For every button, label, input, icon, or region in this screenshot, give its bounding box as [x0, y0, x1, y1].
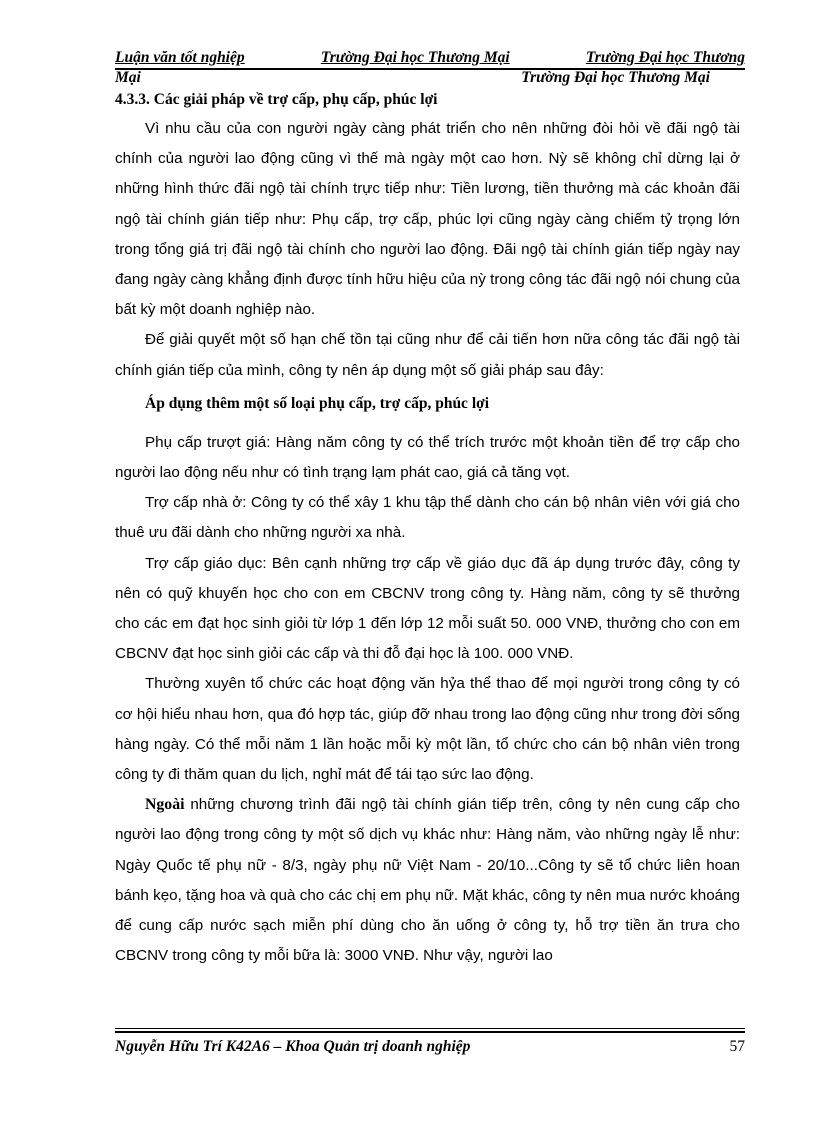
- header-line2-left: Mại: [115, 69, 141, 86]
- footer-divider-thick: [115, 1031, 745, 1033]
- paragraph-4: Trợ cấp nhà ở: Công ty có thể xây 1 khu tập thể dành cho cán bộ nhân viên với giá cho thuê ưu đãi dành cho những người xa nhà.: [115, 494, 740, 542]
- paragraph-7-text: những chương trình đãi ngộ tài chính gián tiếp trên, công ty nên cung cấp cho người lao động trong công ty một số dịch vụ khác như: Hàng năm, vào những ngày lễ như: Ngày Quốc tế phụ nữ - 8/3, ngày phụ nữ Việt Nam - 20/10...Công ty sẽ tổ chức liên hoan bánh kẹo, tặng hoa và quà cho các chị em phụ nữ. Mặt khác, công ty nên mua nước khoáng để cung cấp nước sạch miễn phí dùng cho ăn uống ở công ty, hỗ trợ tiền ăn trưa cho CBCNV trong công ty mỗi bữa là: 3000 VNĐ. Như vậy, người lao: [115, 796, 740, 965]
- footer-divider-thin: [115, 1028, 745, 1029]
- footer-author: Nguyễn Hữu Trí K42A6 – Khoa Quản trị doanh nghiệp: [115, 1038, 471, 1055]
- header-right: Trường Đại học Thương: [585, 49, 745, 66]
- header-middle: Trường Đại học Thương Mại: [320, 49, 510, 66]
- paragraph-3: Phụ cấp trượt giá: Hàng năm công ty có thể trích trước một khoản tiền để trợ cấp cho người lao động nếu như có tình trạng lạm phát cao, giá cả tăng vọt.: [115, 433, 740, 482]
- header-left: Luận văn tốt nghiệp: [115, 49, 245, 66]
- header-line-1: [115, 48, 745, 68]
- header-line2-right: Trường Đại học Thương Mại: [521, 69, 710, 86]
- paragraph-5: Trợ cấp giáo dục: Bên cạnh những trợ cấp về giáo dục đã áp dụng trước đây, công ty nên có quỹ khuyến học cho con em CBCNV trong công ty. Hàng năm, công ty sẽ thưởng cho các em đạt học sinh giỏi từ lớp 1 đến lớp 12 mỗi suất 50. 000 VNĐ, thưởng cho con em CBCNV đạt học sinh giỏi các cấp và thi đỗ đại học là 100. 000 VNĐ.: [115, 554, 740, 663]
- paragraph-2: Để giải quyết một số hạn chế tồn tại cũng như để cải tiến hơn nữa công tác đãi ngộ tài chính gián tiếp của mình, công ty nên áp dụng một số giải pháp sau đây:: [115, 331, 740, 379]
- paragraph-7-lead: Ngoài: [145, 796, 185, 814]
- paragraph-7: [115, 790, 740, 971]
- section-title: 4.3.3. Các giải pháp về trợ cấp, phụ cấp, phúc lợi: [115, 91, 438, 108]
- header-divider: [115, 68, 745, 70]
- header-line-2: [115, 68, 745, 88]
- paragraph-6: Thường xuyên tổ chức các hoạt động văn hỷa thể thao để mọi người trong công ty có cơ hội hiểu nhau hơn, qua đó hợp tác, giúp đỡ nhau trong lao động cũng như trong đời sống hàng ngày. Có thể mỗi năm 1 lần hoặc mỗi kỳ một lần, tổ chức cho cán bộ nhân viên trong công ty đi thăm quan du lịch, nghỉ mát để tái tạo sức lao động.: [115, 675, 740, 784]
- paragraph-1: Vì nhu cầu của con người ngày càng phát triển cho nên những đòi hỏi về đãi ngộ tài chính của người lao động cũng vì thế mà ngày một cao hơn. Nỳ sẽ không chỉ dừng lại ở những hình thức đãi ngộ tài chính trực tiếp như: Tiền lương, tiền thưởng mà các khoản đãi ngộ tài chính gián tiếp như: Phụ cấp, trợ cấp, phúc lợi cũng ngày càng chiếm tỷ trọng lớn trong tổng giá trị đãi ngộ tài chính cho người lao động. Đãi ngộ tài chính gián tiếp ngày nay đang ngày càng khẳng định được tính hữu hiệu của nỳ trong công tác đãi ngộ nói chung của bất kỳ một doanh nghiệp nào.: [115, 120, 740, 319]
- page-number: 57: [729, 1038, 745, 1055]
- document-body: [115, 88, 740, 971]
- page-footer: [115, 1037, 745, 1057]
- subheading: Áp dụng thêm một số loại phụ cấp, trợ cấp, phúc lợi: [145, 394, 490, 412]
